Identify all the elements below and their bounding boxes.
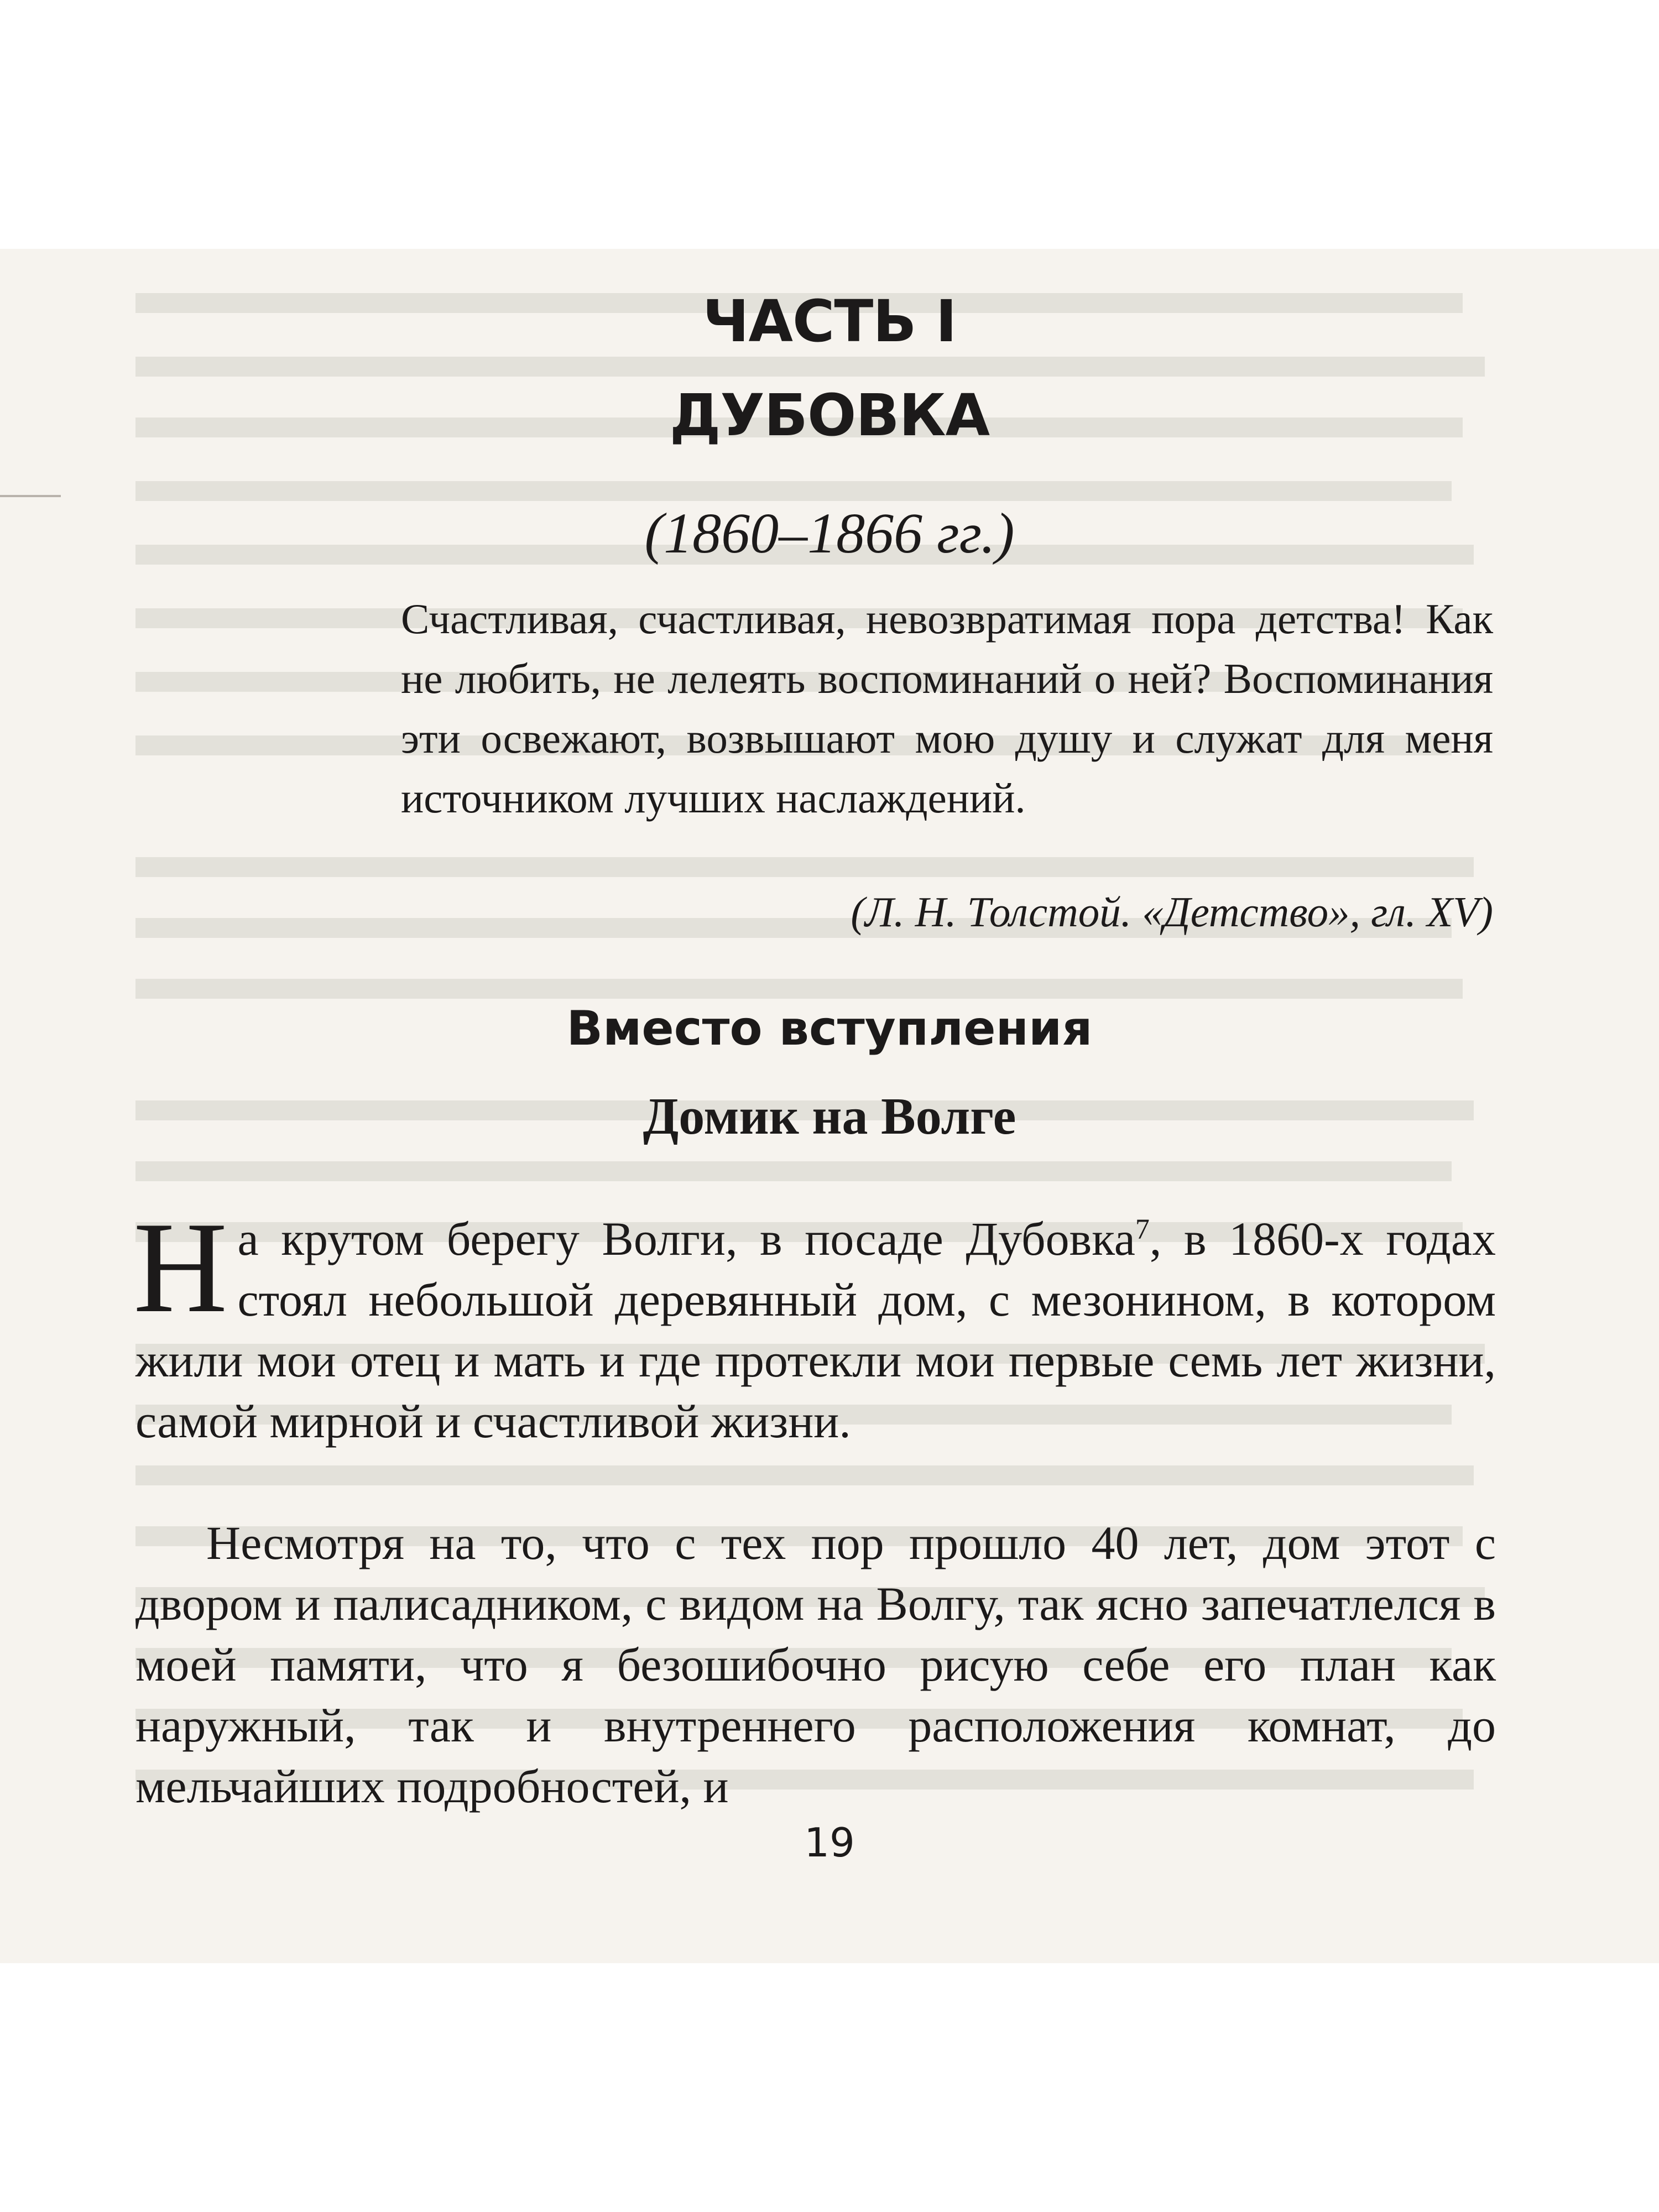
show-through-line: [135, 481, 1452, 501]
chapter-title: Домик на Волге: [643, 1088, 1016, 1145]
paragraph-2: Несмотря на то, что с тех пор прошло 40 лет, дом этот с двором и палисадником, с видом на Волгу, так ясно запечатлелся в моей памяти, что я безошибочно рисую себе его план как наружный, так и внутреннего расположения комнат, до мельчайших подробностей, и: [135, 1516, 1496, 1813]
show-through-line: [135, 357, 1485, 377]
show-through-line: [135, 979, 1463, 999]
page-number: 19: [804, 1819, 855, 1866]
footnote-ref[interactable]: 7: [1135, 1213, 1150, 1245]
paragraph-1-text: а крутом берегу Волги, в посаде Дубовка: [237, 1212, 1135, 1265]
drop-cap: Н: [133, 1196, 228, 1340]
show-through-line: [135, 1465, 1474, 1485]
section-title: Вместо вступления: [566, 1001, 1093, 1056]
book-page: [0, 249, 1659, 1963]
part-label: ЧАСТЬ I: [702, 288, 957, 355]
epigraph-text: Счастливая, счастливая, невозвратимая пора детства! Как не любить, не лелеять воспоминаний о ней? Воспоминания эти освежают, возвышают мою душу и служат для меня источником лучших наслаждений.: [401, 595, 1493, 822]
epigraph-source: (Л. Н. Толстой. «Детство», гл. XV): [851, 888, 1493, 936]
part-years: (1860–1866 гг.): [644, 502, 1015, 565]
part-title: ДУБОВКА: [669, 382, 990, 449]
margin-mark: [0, 495, 61, 497]
show-through-line: [135, 1161, 1452, 1181]
paragraph-1-rest: , в 1860-х годах стоял небольшой деревянный дом, с мезонином, в котором жили мои отец и мать и где протекли мои первые семь лет жизни, самой мирной и счастливой жизни.: [135, 1212, 1496, 1448]
paragraph-1: [133, 1196, 1496, 1452]
show-through-line: [135, 857, 1474, 877]
